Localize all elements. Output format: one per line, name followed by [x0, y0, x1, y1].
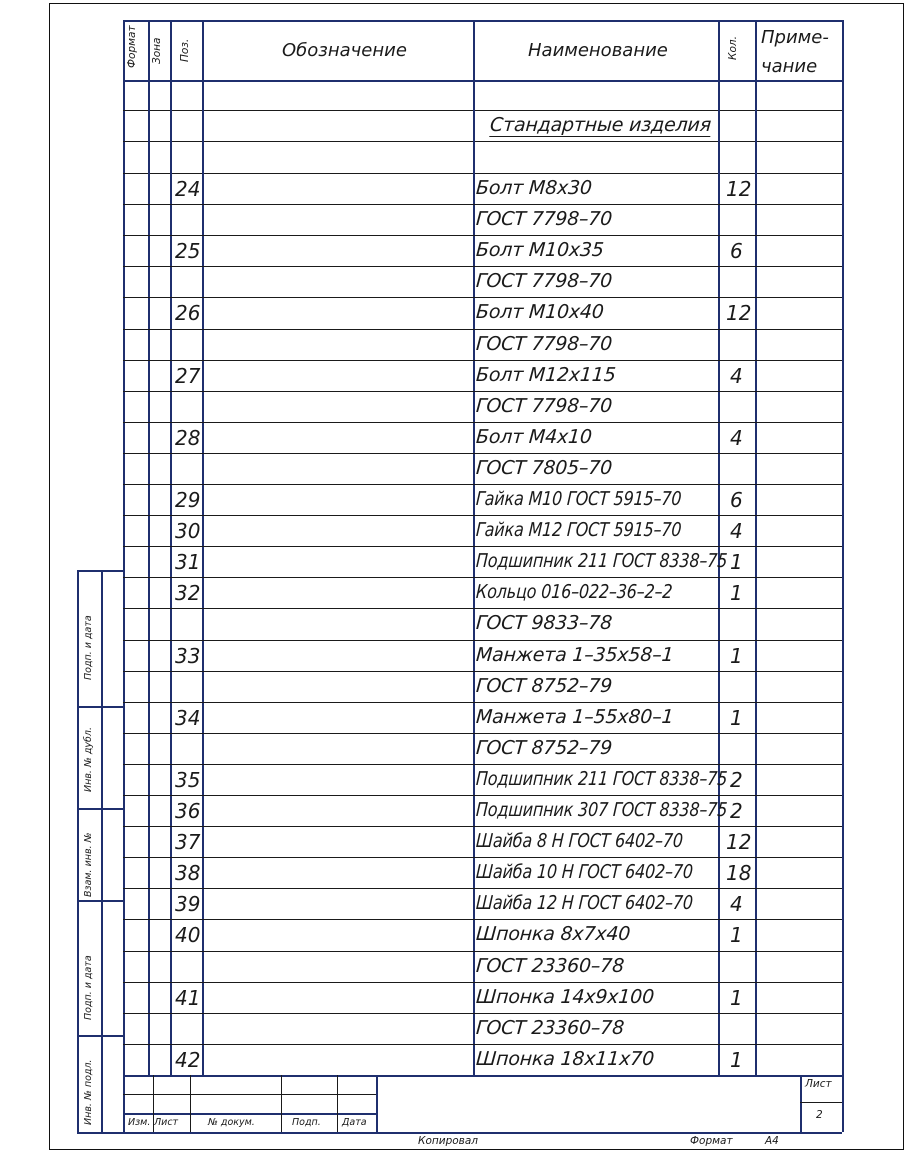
row-qty: 12 — [726, 177, 752, 201]
row-name: Болт М8х30 — [475, 177, 593, 199]
row-name: ГОСТ 7798–70 — [475, 394, 613, 417]
row-pos: 32 — [175, 581, 201, 606]
row-pos: 30 — [175, 519, 201, 544]
row-name: Подшипник 211 ГОСТ 8338–75 — [475, 550, 728, 573]
row-name: ГОСТ 7798–70 — [475, 208, 613, 231]
row-line — [123, 982, 842, 983]
row-line — [123, 888, 842, 889]
side-label-repl-inv: Взам. инв. № — [83, 832, 94, 897]
row-name: Шпонка 8х7х40 — [475, 923, 631, 946]
side-strip-divider — [77, 706, 123, 708]
row-qty: 1 — [730, 923, 743, 948]
row-line — [123, 1075, 842, 1077]
row-name: Шпонка 14х9х100 — [475, 985, 655, 1008]
side-strip-outer — [77, 570, 79, 1132]
row-name: ГОСТ 7805–70 — [475, 456, 613, 479]
row-name: ГОСТ 23360–78 — [475, 954, 625, 977]
form-right-border — [842, 20, 844, 1132]
column-line — [718, 20, 720, 1075]
intro-row-line — [123, 141, 842, 142]
side-strip-inner — [101, 570, 103, 1132]
header-note-line2: чание — [761, 56, 818, 77]
footer-copied: Копировал — [418, 1135, 478, 1147]
row-pos: 31 — [175, 550, 201, 575]
row-name: ГОСТ 9833–78 — [475, 612, 613, 635]
row-name: Болт М4х10 — [475, 425, 593, 448]
column-line — [473, 20, 475, 1075]
footer-format-label: Формат — [690, 1135, 733, 1147]
side-strip-divider — [77, 1035, 123, 1037]
row-pos: 33 — [175, 643, 201, 668]
row-line — [123, 764, 842, 765]
row-pos: 25 — [175, 239, 201, 264]
row-name: Шайба 8 Н ГОСТ 6402–70 — [475, 830, 684, 853]
row-line — [123, 266, 842, 267]
side-strip-divider — [77, 900, 123, 902]
row-qty: 4 — [730, 363, 743, 388]
row-line — [123, 360, 842, 361]
form-left-border — [123, 20, 125, 1132]
row-line — [123, 515, 842, 516]
row-pos: 37 — [175, 830, 201, 855]
row-qty: 4 — [730, 892, 743, 917]
tb-doc-no: № докум. — [208, 1117, 255, 1128]
row-pos: 29 — [175, 488, 201, 512]
title-block-column — [281, 1075, 282, 1132]
row-qty: 2 — [730, 767, 743, 792]
row-line — [123, 671, 842, 672]
row-line — [123, 702, 842, 703]
row-line — [123, 484, 842, 485]
row-name: Гайка М12 ГОСТ 5915–70 — [475, 519, 683, 542]
side-label-sign-date-2: Подп. и дата — [83, 955, 94, 1020]
row-line — [123, 951, 842, 952]
row-line — [123, 329, 842, 330]
tb-sheet-no: 2 — [816, 1109, 823, 1121]
row-line — [123, 297, 842, 298]
tb-sheet-label: Лист — [805, 1078, 832, 1090]
tb-sign: Подп. — [292, 1117, 321, 1128]
row-name: Гайка М10 ГОСТ 5915–70 — [475, 488, 683, 510]
side-strip-divider — [77, 808, 123, 810]
row-pos: 34 — [175, 705, 201, 730]
row-line — [123, 608, 842, 609]
footer-format-value: А4 — [765, 1135, 779, 1147]
row-qty: 1 — [730, 705, 743, 730]
row-qty: 4 — [730, 519, 743, 544]
intro-row-line — [123, 110, 842, 111]
row-name: Болт М10х40 — [475, 301, 605, 324]
row-name: Болт М12х115 — [475, 363, 617, 386]
column-line — [755, 20, 757, 1075]
row-line — [123, 546, 842, 547]
row-line — [123, 733, 842, 734]
row-name: Кольцо 016–022–36–2–2 — [475, 581, 674, 604]
row-pos: 39 — [175, 892, 201, 917]
tb-date: Дата — [342, 1117, 367, 1128]
row-qty: 12 — [726, 830, 752, 855]
header-name: Наименование — [528, 40, 668, 61]
row-name: Подшипник 211 ГОСТ 8338–75 — [475, 767, 728, 790]
row-pos: 42 — [175, 1047, 201, 1072]
form-bottom-border — [123, 1132, 842, 1134]
title-block-line — [123, 1113, 376, 1115]
intro-row-line — [123, 173, 842, 174]
row-qty: 12 — [726, 301, 752, 326]
row-pos: 41 — [175, 985, 201, 1010]
side-label-dup-inv: Инв. № дубл. — [83, 727, 94, 792]
title-block-column — [376, 1075, 378, 1132]
row-name: ГОСТ 7798–70 — [475, 270, 613, 293]
title-block-line — [123, 1094, 376, 1095]
row-pos: 36 — [175, 799, 201, 823]
row-line — [123, 640, 842, 641]
row-line — [123, 235, 842, 236]
row-qty: 1 — [730, 550, 743, 575]
row-qty: 6 — [730, 488, 743, 512]
row-pos: 28 — [175, 425, 201, 450]
side-strip-divider — [77, 1132, 123, 1134]
row-line — [123, 422, 842, 423]
row-line — [123, 577, 842, 578]
row-qty: 1 — [730, 581, 743, 606]
row-name: ГОСТ 8752–79 — [475, 674, 613, 697]
tb-izm: Изм. — [128, 1117, 151, 1128]
title-block-column — [337, 1075, 338, 1132]
row-line — [123, 204, 842, 205]
section-title: Стандартные изделия — [489, 114, 712, 136]
side-label-orig-inv: Инв. № подл. — [83, 1059, 94, 1125]
header-zone: Зона — [151, 37, 163, 64]
row-name: Подшипник 307 ГОСТ 8338–75 — [475, 799, 728, 821]
row-name: Шайба 12 Н ГОСТ 6402–70 — [475, 892, 694, 915]
row-pos: 38 — [175, 861, 201, 886]
row-pos: 24 — [175, 177, 201, 201]
row-pos: 26 — [175, 301, 201, 326]
row-name: Манжета 1–35х58–1 — [475, 643, 675, 666]
title-block-sheet-column — [800, 1075, 802, 1132]
row-qty: 2 — [730, 799, 743, 823]
row-line — [123, 857, 842, 858]
row-line — [123, 1044, 842, 1045]
row-qty: 1 — [730, 985, 743, 1010]
row-name: Манжета 1–55х80–1 — [475, 705, 675, 728]
row-name: Шайба 10 Н ГОСТ 6402–70 — [475, 861, 694, 884]
row-name: ГОСТ 23360–78 — [475, 1016, 625, 1039]
header-format: Формат — [126, 25, 138, 68]
row-line — [123, 391, 842, 392]
row-name: ГОСТ 8752–79 — [475, 736, 613, 759]
row-qty: 18 — [726, 861, 752, 886]
form-top-border — [123, 20, 842, 22]
row-pos: 40 — [175, 923, 201, 948]
title-block-column — [190, 1075, 191, 1132]
column-line — [170, 20, 172, 1075]
row-line — [123, 1013, 842, 1014]
header-qty: Кол. — [727, 36, 739, 60]
row-line — [123, 826, 842, 827]
row-name: ГОСТ 7798–70 — [475, 332, 613, 355]
title-block-sheet-line — [800, 1102, 842, 1103]
tb-list: Лист — [154, 1117, 179, 1128]
column-line — [202, 20, 204, 1075]
row-qty: 6 — [730, 239, 743, 264]
side-label-sign-date-1: Подп. и дата — [83, 615, 94, 680]
header-note-line1: Приме- — [761, 27, 829, 48]
header-designation: Обозначение — [282, 40, 407, 61]
side-strip-divider — [77, 570, 123, 572]
row-name: Шпонка 18х11х70 — [475, 1047, 655, 1070]
row-line — [123, 919, 842, 920]
row-pos: 35 — [175, 767, 201, 792]
row-name: Болт М10х35 — [475, 239, 605, 262]
header-pos: Поз. — [179, 38, 191, 62]
header-bottom-line — [123, 80, 842, 82]
row-line — [123, 795, 842, 796]
row-qty: 1 — [730, 643, 743, 668]
row-pos: 27 — [175, 363, 201, 388]
column-line — [148, 20, 150, 1075]
row-line — [123, 453, 842, 454]
row-qty: 1 — [730, 1047, 743, 1072]
row-qty: 4 — [730, 425, 743, 450]
